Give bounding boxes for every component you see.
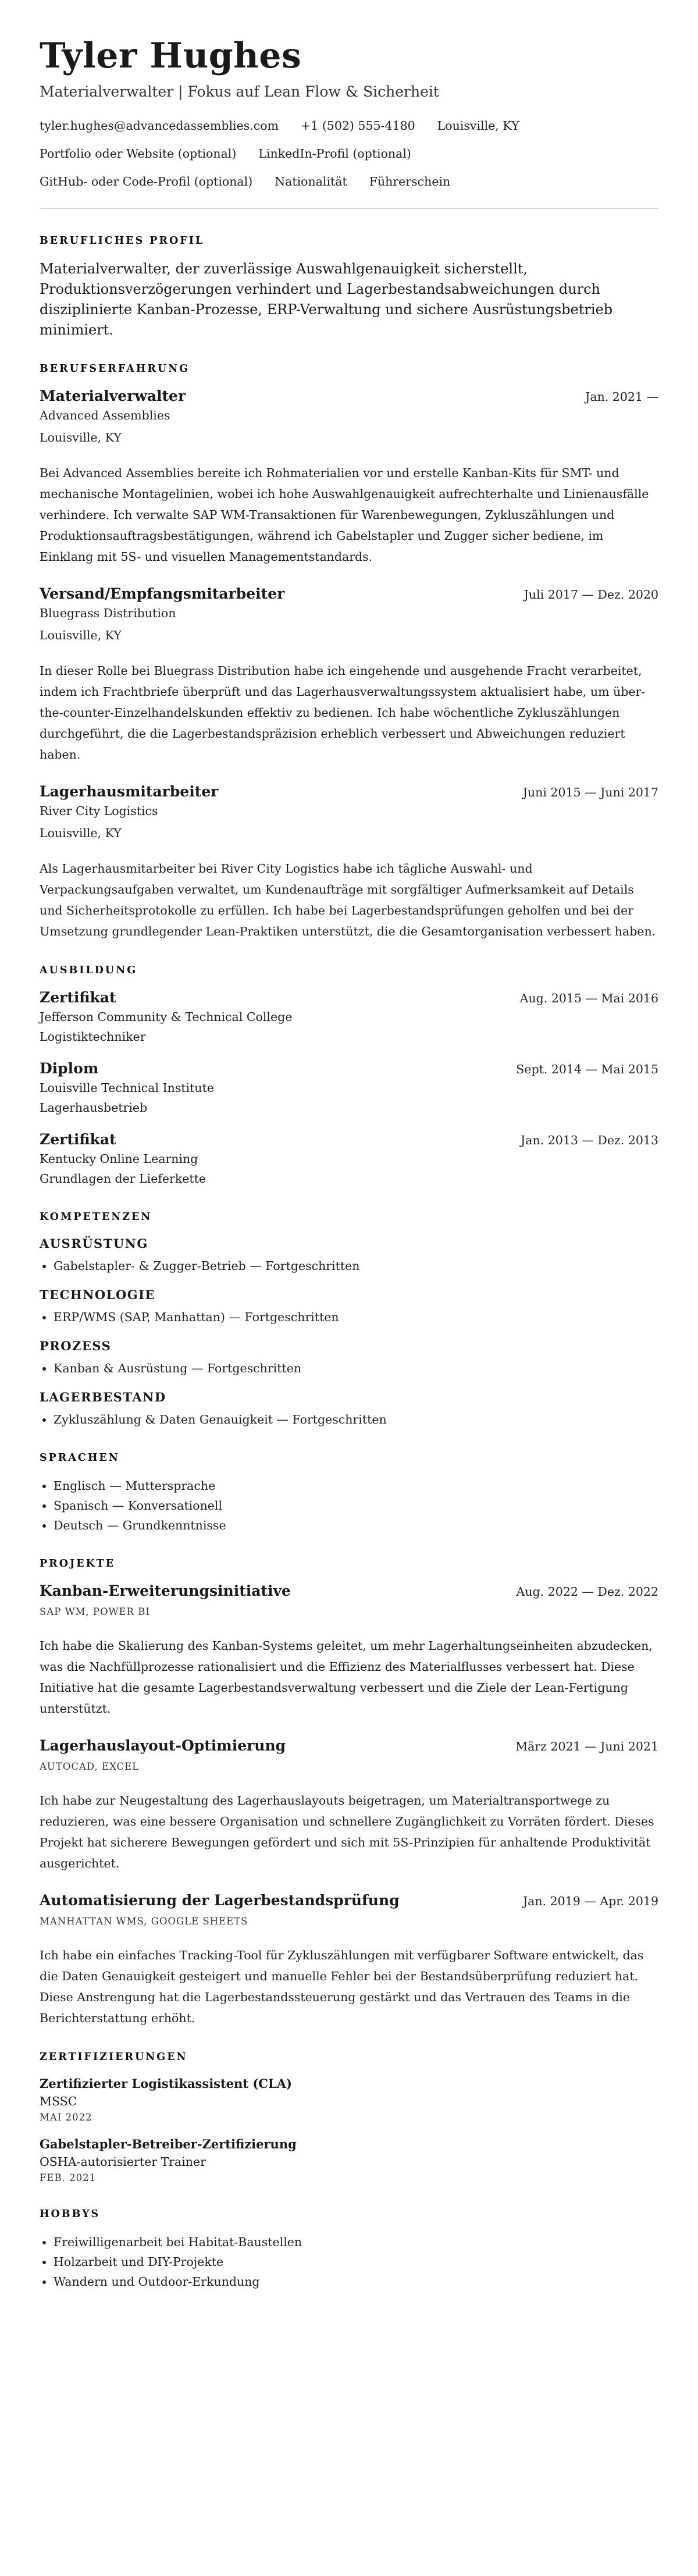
school-name: Kentucky Online Learning (40, 1152, 198, 1166)
phone-number[interactable]: +1 (502) 555-4180 (301, 119, 415, 133)
skill-group (40, 1235, 658, 1276)
resume-header (40, 35, 658, 190)
skills-section (40, 1211, 658, 1429)
certification-issuer: MSSC (40, 2094, 77, 2108)
education-entry (40, 988, 658, 1047)
education-date: Sept. 2014 — Mai 2015 (516, 1062, 658, 1076)
skill-group-title: TECHNOLOGIE (40, 1287, 155, 1302)
section-title: ZERTIFIZIERUNGEN (40, 2051, 188, 2063)
project-name: Automatisierung der Lagerbestandsprüfung (40, 1892, 400, 1909)
education-date: Aug. 2015 — Mai 2016 (519, 991, 658, 1005)
job-title: Lagerhausmitarbeiter (40, 783, 219, 800)
experience-entry (40, 585, 658, 765)
experience-section (40, 362, 658, 942)
experience-entry (40, 782, 658, 942)
skill-group (40, 1286, 658, 1327)
portfolio-link[interactable]: Portfolio oder Website (optional) (40, 147, 237, 161)
school-name: Jefferson Community & Technical College (40, 1010, 293, 1024)
language-item: • Deutsch — Grundkenntnisse (54, 1515, 658, 1535)
field-of-study: Grundlagen der Lieferkette (40, 1172, 206, 1186)
project-description: Ich habe die Skalierung des Kanban-Systems geleitet, um mehr Lagerhaltungseinheiten abzudecken, was die Nachfüllprozesse rationalisiert und die Effizienz des Materialflusses verbessert hat. Diese Initiative hat die gesamte Lagerbestandsverwaltung verbessert und die Ziele der Lean-Fertigung unterstützt. (40, 1639, 653, 1716)
job-title: Materialverwalter (40, 387, 186, 404)
job-description: In dieser Rolle bei Bluegrass Distribution habe ich eingehende und ausgehende Fracht verarbeitet, indem ich Frachtbriefe überprüft und das Lagerhausverwaltungssystem aktualisiert habe, um über-the-counter-Einzelhandelskunden effektiv zu bedienen. Ich habe wöchentliche Zykluszählungen durchgeführt, die die Lagerbestandspräzision erheblich verbessert und Abweichungen reduziert haben. (40, 664, 646, 762)
hobby-item: • Freiwilligenarbeit bei Habitat-Baustellen (54, 2232, 658, 2252)
skill-group-title: AUSRÜSTUNG (40, 1236, 148, 1251)
certification-entry (40, 2075, 658, 2125)
school-name: Louisville Technical Institute (40, 1081, 214, 1095)
hobbies-section (40, 2208, 658, 2292)
languages-section (40, 1451, 658, 1535)
certification-name: Zertifizierter Logistikassistent (CLA) (40, 2076, 292, 2091)
job-location: Louisville, KY (40, 826, 122, 840)
skill-group (40, 1337, 658, 1378)
profile-summary: Materialverwalter, der zuverlässige Auswahlgenauigkeit sicherstellt, Produktionsverzögerungen verhindert und Lagerbestandsabweichungen durch disziplinierte Kanban-Prozesse, ERP-Verwaltung und sichere Ausrüstungsbetrieb minimiert. (40, 261, 613, 338)
linkedin-link[interactable]: LinkedIn-Profil (optional) (258, 147, 411, 161)
github-link[interactable]: GitHub- oder Code-Profil (optional) (40, 175, 253, 188)
job-date: Juli 2017 — Dez. 2020 (524, 588, 658, 602)
header-divider (40, 208, 658, 209)
project-entry (40, 1891, 658, 2029)
contact-row-extra (40, 173, 658, 190)
project-name: Kanban-Erweiterungsinitiative (40, 1582, 291, 1599)
contact-row-links (40, 145, 658, 162)
company-name: Advanced Assemblies (40, 408, 170, 422)
education-entry (40, 1130, 658, 1189)
certification-date: MAI 2022 (40, 2112, 92, 2123)
profile-section (40, 234, 658, 340)
nationality: Nationalität (275, 175, 347, 188)
experience-entry (40, 387, 658, 567)
project-entry (40, 1737, 658, 1874)
hobby-item: • Wandern und Outdoor-Erkundung (54, 2272, 658, 2292)
field-of-study: Logistiktechniker (40, 1030, 146, 1044)
degree: Zertifikat (40, 989, 116, 1006)
skill-item: • Zykluszählung & Daten Genauigkeit — Fortgeschritten (54, 1410, 658, 1429)
language-item: • Englisch — Muttersprache (54, 1476, 658, 1496)
certifications-section (40, 2051, 658, 2186)
section-title: PROJEKTE (40, 1558, 116, 1570)
project-entry (40, 1582, 658, 1719)
section-title: HOBBYS (40, 2208, 101, 2220)
certification-date: FEB. 2021 (40, 2172, 97, 2183)
section-title: KOMPETENZEN (40, 1211, 152, 1223)
job-date: Juni 2015 — Juni 2017 (522, 785, 658, 799)
job-description: Als Lagerhausmitarbeiter bei River City Logistics habe ich tägliche Auswahl- und Verpackungsaufgaben verwaltet, um Kundenaufträge mit sorgfältiger Aufmerksamkeit auf Details und Sicherheitsprotokolle zu erfüllen. Ich habe bei Lagerbestandsprüfungen geholfen und bei der Umsetzung grundlegender Lean-Praktiken unterstützt, die die Gesamtorganisation verbessert haben. (40, 862, 656, 938)
contact-row-primary (40, 118, 658, 134)
company-name: River City Logistics (40, 804, 158, 818)
education-date: Jan. 2013 — Dez. 2013 (521, 1133, 658, 1147)
section-title: BERUFSERFAHRUNG (40, 363, 190, 375)
job-location: Louisville, KY (40, 628, 122, 642)
company-name: Bluegrass Distribution (40, 606, 176, 620)
project-date: Jan. 2019 — Apr. 2019 (522, 1894, 658, 1908)
project-description: Ich habe ein einfaches Tracking-Tool für Zykluszählungen mit verfügbarer Software entwickelt, das die Daten Genauigkeit gesteigert und manuelle Fehler bei der Bestandsüberprüfung reduziert hat. Diese Anstrengung hat die Lagerbestandssteuerung gestärkt und das Vertrauen des Teams in die Berichterstattung erhöht. (40, 1948, 644, 2025)
hobby-item: • Holzarbeit und DIY-Projekte (54, 2252, 658, 2272)
job-date: Jan. 2021 — (585, 390, 658, 404)
candidate-name: Tyler Hughes (40, 35, 302, 76)
skill-group (40, 1389, 658, 1429)
location: Louisville, KY (437, 119, 519, 133)
drivers-license: Führerschein (369, 175, 451, 188)
skill-item: • Gabelstapler- & Zugger-Betrieb — Fortgeschritten (54, 1256, 658, 1276)
project-date: März 2021 — Juni 2021 (515, 1739, 658, 1753)
job-location: Louisville, KY (40, 430, 122, 444)
job-title: Versand/Empfangsmitarbeiter (40, 585, 285, 602)
degree: Diplom (40, 1060, 99, 1077)
headline: Materialverwalter | Fokus auf Lean Flow & Sicherheit (40, 83, 439, 100)
skill-item: • Kanban & Ausrüstung — Fortgeschritten (54, 1358, 658, 1378)
projects-section (40, 1557, 658, 2029)
project-date: Aug. 2022 — Dez. 2022 (516, 1585, 658, 1599)
certification-name: Gabelstapler-Betreiber-Zertifizierung (40, 2137, 297, 2151)
project-description: Ich habe zur Neugestaltung des Lagerhauslayouts beigetragen, um Materialtransportwege zu reduzieren, was eine bessere Organisation und schnellere Zugänglichkeit zu Vorräten fördert. Dieses Projekt hat sicherere Bewegungen gefördert und sich mit 5S-Prinzipien für anhaltende Produktivität ausgerichtet. (40, 1794, 654, 1870)
language-item: • Spanisch — Konversationell (54, 1496, 658, 1515)
section-title: AUSBILDUNG (40, 965, 138, 976)
degree: Zertifikat (40, 1131, 116, 1148)
email-link[interactable]: tyler.hughes@advancedassemblies.com (40, 119, 279, 133)
education-section (40, 964, 658, 1189)
certification-issuer: OSHA-autorisierter Trainer (40, 2155, 206, 2169)
job-description: Bei Advanced Assemblies bereite ich Rohmaterialien vor und erstelle Kanban-Kits für SMT- und mechanische Montagelinien, wobei ich hohe Auswahlgenauigkeit aufrechterhalte und Linienausfälle verhindere. Ich verwalte SAP WM-Transaktionen für Warenbewegungen, Zykluszählungen und Produktionsauftragsbestätigungen, während ich Gabelstapler und Zugger sicher bediene, im Einklang mit 5S- und visuellen Managementstandards. (40, 466, 649, 564)
section-title: BERUFLICHES PROFIL (40, 235, 205, 247)
certification-entry (40, 2136, 658, 2186)
project-tech: SAP WM, POWER BI (40, 1606, 150, 1617)
project-tech: AUTOCAD, EXCEL (40, 1761, 140, 1772)
project-tech: MANHATTAN WMS, GOOGLE SHEETS (40, 1916, 248, 1927)
skill-group-title: PROZESS (40, 1339, 112, 1353)
field-of-study: Lagerhausbetrieb (40, 1101, 148, 1115)
education-entry (40, 1059, 658, 1118)
skill-item: • ERP/WMS (SAP, Manhattan) — Fortgeschritten (54, 1307, 658, 1327)
skill-group-title: LAGERBESTAND (40, 1390, 166, 1404)
section-title: SPRACHEN (40, 1452, 120, 1464)
project-name: Lagerhauslayout-Optimierung (40, 1737, 286, 1754)
